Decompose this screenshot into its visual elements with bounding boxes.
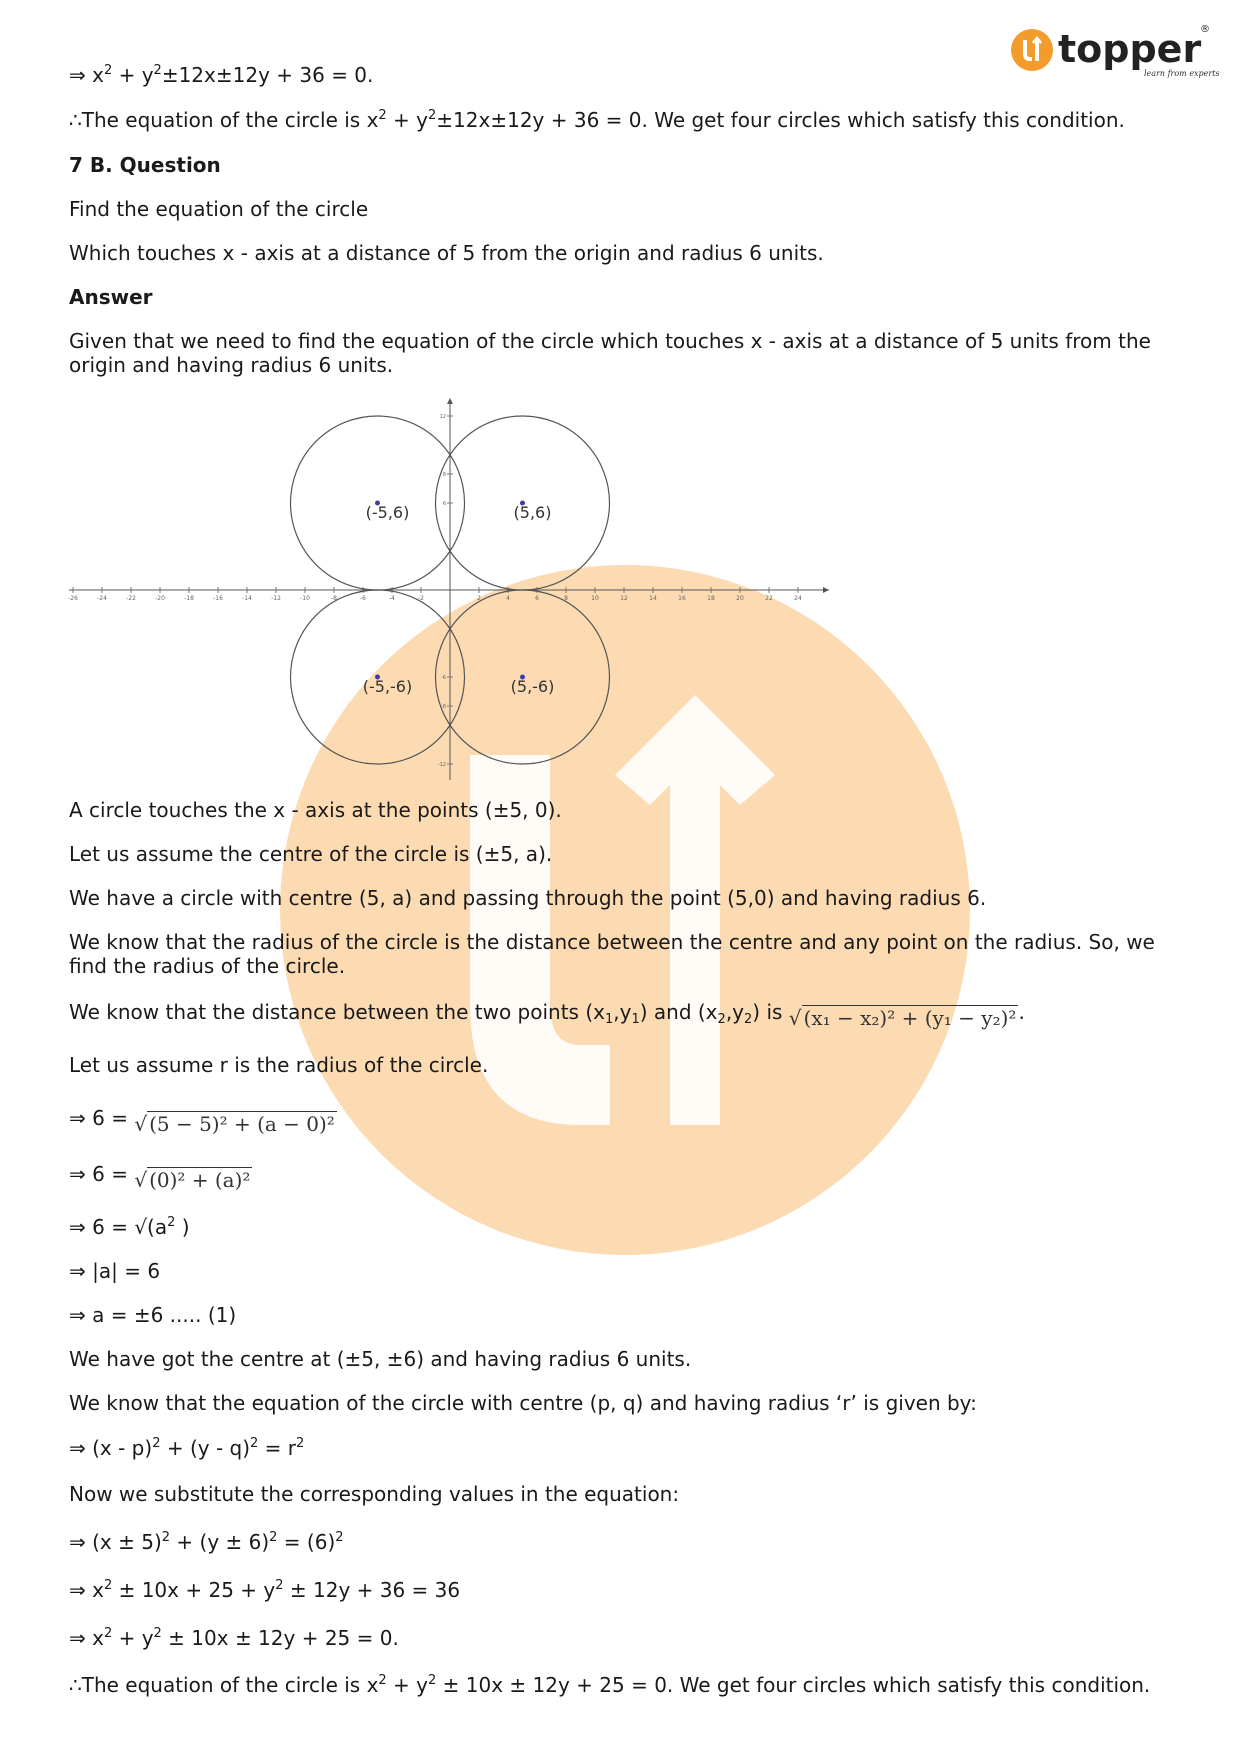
equation-line: ⇒ 6 = √ (0)² + (a)²: [69, 1162, 251, 1192]
distance-formula-line: We know that the distance between the two points $(x_1,y_1)$ and $(x_2,y_2)$ is √ (x₁ − x₂)² + (y₁ − y₂)² .: [69, 1000, 1025, 1030]
equation-line: ⇒ |a| = 6: [69, 1259, 161, 1283]
answer-heading: Answer: [69, 285, 153, 309]
x-tick-label: 20: [736, 595, 744, 602]
paragraph: We have a circle with centre (5, a) and passing through the point (5,0) and having radius 6.: [69, 886, 987, 910]
x-tick-label: -18: [184, 595, 194, 602]
x-tick-label: -12: [271, 595, 281, 602]
y-tick-label: 6: [442, 501, 446, 507]
equation-line: ⇒ $(x \pm 5)^2 + (y \pm 6)^2 = (6)^2$: [69, 1530, 344, 1554]
y-tick-label: 8: [442, 472, 446, 478]
centre-label: (5,6): [513, 503, 552, 522]
conclusion-line: ∴The equation of the circle is $x^2 + y^2\pm 12x\pm 12y + 36 = 0$. We get four circles which satisfy this condition.: [69, 108, 1125, 132]
question-text: Find the equation of the circle: [69, 197, 369, 221]
x-tick-label: -26: [68, 595, 78, 602]
question-text: Which touches x - axis at a distance of 5 from the origin and radius 6 units.: [69, 241, 824, 265]
paragraph: Let us assume r is the radius of the circle.: [69, 1053, 489, 1077]
x-tick-label: -10: [300, 595, 310, 602]
x-tick-label: -22: [126, 595, 136, 602]
equation-line: ⇒ $x^2 + y^2\pm 12x\pm 12y + 36 = 0$.: [69, 63, 374, 87]
x-tick-label: 6: [535, 595, 539, 602]
x-tick-label: -6: [360, 595, 366, 602]
x-tick-label: -16: [213, 595, 223, 602]
equation-line: ⇒ $(x - p)^2 + (y - q)^2 = r^2$: [69, 1436, 305, 1460]
paragraph: Let us assume the centre of the circle is (±5, a).: [69, 842, 553, 866]
svg-text:®: ®: [1200, 24, 1210, 35]
y-tick-label: -6: [441, 675, 446, 681]
equation-line: ⇒ 6 = √ (5 − 5)² + (a − 0)²: [69, 1106, 335, 1136]
centre-label: (5,-6): [510, 677, 555, 696]
x-tick-label: 16: [678, 595, 686, 602]
y-tick-label: -12: [437, 762, 446, 768]
x-tick-label: 4: [506, 595, 510, 602]
paragraph: Now we substitute the corresponding values in the equation:: [69, 1482, 680, 1506]
y-tick-label: -8: [441, 704, 446, 710]
x-tick-label: -8: [331, 595, 337, 602]
sqrt-expression: √ (5 − 5)² + (a − 0)²: [134, 1112, 335, 1136]
logo-wordmark: topper: [1058, 27, 1202, 71]
x-tick-label: 14: [649, 595, 657, 602]
x-tick-label: -2: [418, 595, 424, 602]
x-tick-label: 18: [707, 595, 715, 602]
y-tick-label: 12: [439, 414, 446, 420]
sqrt-expression: √ (0)² + (a)²: [134, 1168, 251, 1192]
answer-intro: Given that we need to find the equation of the circle which touches x - axis at a distance of 5 units from the origin and having radius 6 units.: [69, 329, 1151, 377]
paragraph: We know that the radius of the circle is the distance between the centre and any point on the radius. So, we find the radius of the circle.: [69, 930, 1155, 978]
x-tick-label: 22: [765, 595, 773, 602]
equation-line: ⇒ $x^2 \pm 10x + 25 + y^2 \pm 12y + 36 = 36$: [69, 1578, 461, 1602]
paragraph: A circle touches the x - axis at the points (±5, 0).: [69, 798, 562, 822]
y-axis-arrow-icon: [447, 398, 453, 404]
equation-line: ⇒ a = ±6 ..... (1): [69, 1303, 237, 1327]
centre-label: (-5,6): [365, 503, 410, 522]
x-tick-label: -20: [155, 595, 165, 602]
equation-line: ⇒ $6 = √(a^2$ ): [69, 1215, 190, 1239]
paragraph: We know that the equation of the circle with centre (p, q) and having radius ‘r’ is given by:: [69, 1391, 977, 1415]
x-tick-label: 24: [794, 595, 802, 602]
sqrt-expression: √ (x₁ − x₂)² + (y₁ − y₂)²: [788, 1006, 1017, 1030]
x-tick-label: 12: [620, 595, 628, 602]
svg-text:learn from experts: learn from experts: [1144, 69, 1220, 78]
final-conclusion: ∴The equation of the circle is $x^2 + y^2 \pm 10x \pm 12y + 25 = 0$. We get four circles which satisfy this condition.: [69, 1673, 1151, 1697]
question-heading: 7 B. Question: [69, 153, 221, 177]
centre-label: (-5,-6): [362, 677, 413, 696]
x-tick-label: -4: [389, 595, 395, 602]
x-tick-label: 2: [477, 595, 481, 602]
x-tick-label: -14: [242, 595, 252, 602]
equation-line: ⇒ $x^2 + y^2 \pm 10x \pm 12y + 25 = 0$.: [69, 1626, 399, 1650]
x-tick-label: 8: [564, 595, 568, 602]
x-tick-label: 10: [591, 595, 599, 602]
x-axis-arrow-icon: [823, 587, 829, 593]
x-tick-label: -24: [97, 595, 107, 602]
paragraph: We have got the centre at (±5, ±6) and having radius 6 units.: [69, 1347, 692, 1371]
circles-graph: [69, 395, 839, 780]
